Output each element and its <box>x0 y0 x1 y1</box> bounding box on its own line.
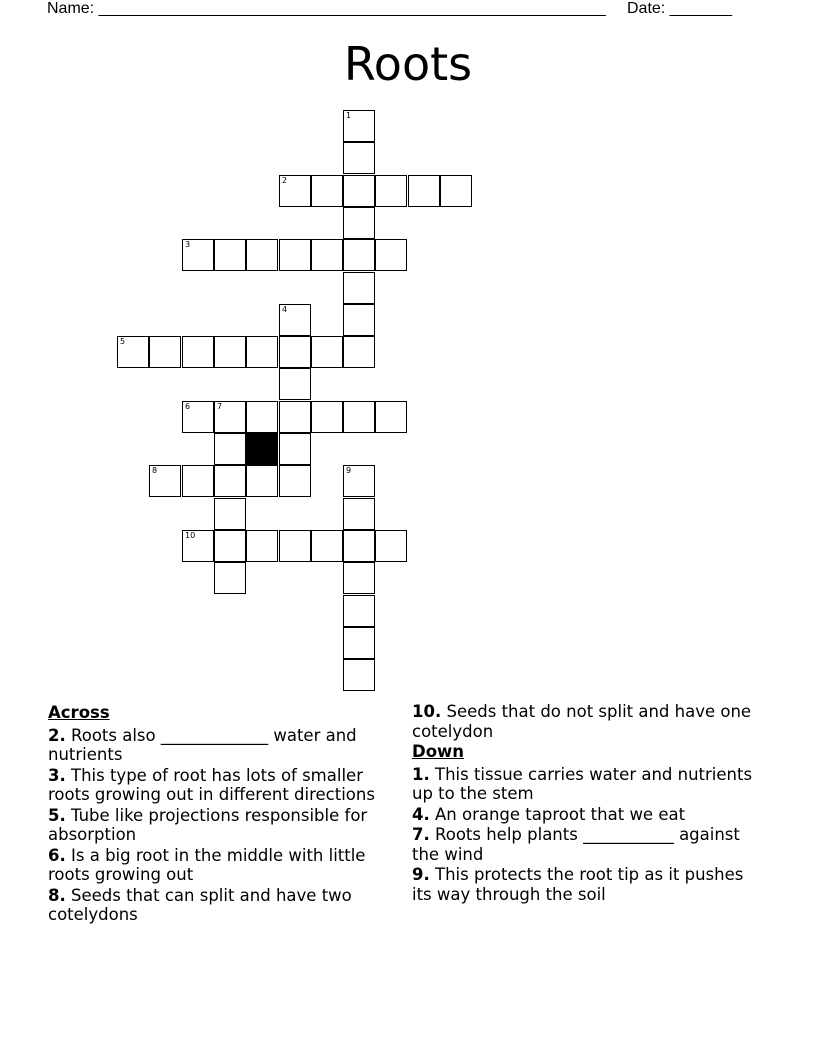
grid-cell[interactable] <box>214 433 246 465</box>
clue-text: Is a big root in the middle with little roots growing out <box>48 845 366 884</box>
clues-left-column <box>48 702 393 926</box>
grid-cell[interactable] <box>214 336 246 368</box>
down-clue <box>412 805 757 825</box>
clue-number-label: 3 <box>185 240 191 249</box>
across-clue <box>48 886 393 925</box>
grid-cell[interactable] <box>343 595 375 627</box>
grid-cell[interactable] <box>375 239 407 271</box>
grid-cell[interactable] <box>311 336 343 368</box>
clue-number: 2. <box>48 725 66 745</box>
clue-number: 9. <box>412 865 430 884</box>
grid-cell[interactable] <box>343 465 375 497</box>
grid-cell[interactable] <box>246 465 278 497</box>
grid-cell[interactable] <box>246 401 278 433</box>
clue-number: 3. <box>48 765 66 785</box>
across-clue <box>48 726 393 765</box>
clue-text: Tube like projections responsible for absorption <box>48 805 368 844</box>
grid-cell[interactable] <box>182 336 214 368</box>
clue-number-label: 1 <box>346 111 352 120</box>
clue-number: 5. <box>48 805 66 825</box>
grid-cell[interactable] <box>375 401 407 433</box>
grid-cell[interactable] <box>279 433 311 465</box>
grid-cell[interactable] <box>214 530 246 562</box>
clue-number: 10. <box>412 702 442 721</box>
clue-number-label: 6 <box>185 402 191 411</box>
clue-text: Seeds that can split and have two cotelydons <box>48 885 352 924</box>
grid-cell[interactable] <box>246 239 278 271</box>
down-heading: Down <box>412 742 465 761</box>
grid-cell[interactable] <box>311 530 343 562</box>
grid-cell[interactable] <box>279 530 311 562</box>
grid-cell[interactable] <box>440 175 472 207</box>
clue-text: This tissue carries water and nutrients up to the stem <box>412 764 753 803</box>
clue-number: 1. <box>412 764 430 784</box>
grid-cell[interactable] <box>375 530 407 562</box>
grid-cell[interactable] <box>279 304 311 336</box>
clue-number-label: 2 <box>282 176 288 185</box>
grid-cell[interactable] <box>343 562 375 594</box>
grid-cell[interactable] <box>246 530 278 562</box>
clue-number: 8. <box>48 885 66 905</box>
grid-cell[interactable] <box>343 530 375 562</box>
clue-number-label: 10 <box>185 531 196 540</box>
grid-cell[interactable] <box>214 239 246 271</box>
grid-cell[interactable] <box>343 659 375 691</box>
clue-text: Seeds that do not split and have one cotelydon <box>412 702 752 741</box>
grid-cell[interactable] <box>182 401 214 433</box>
clue-number-label: 9 <box>346 466 352 475</box>
grid-cell[interactable] <box>279 239 311 271</box>
clue-text: Roots help plants ___________ against the wind <box>412 825 740 864</box>
date-field[interactable]: Date: _______ <box>627 0 732 17</box>
clue-number-label: 8 <box>152 466 158 475</box>
name-field[interactable]: Name: _________________________________________________________ <box>47 0 606 17</box>
grid-cell[interactable] <box>182 465 214 497</box>
page-title: Roots <box>343 37 473 91</box>
grid-cell[interactable] <box>214 401 246 433</box>
down-clue <box>412 765 757 804</box>
grid-cell[interactable] <box>311 175 343 207</box>
clue-text: This type of root has lots of smaller roots growing out in different directions <box>48 765 375 804</box>
grid-cell[interactable] <box>279 336 311 368</box>
clue-text: Roots also _____________ water and nutrients <box>48 725 357 764</box>
grid-cell[interactable] <box>343 304 375 336</box>
grid-cell[interactable] <box>311 401 343 433</box>
down-clue <box>412 825 757 864</box>
across-clue <box>48 806 393 845</box>
grid-cell[interactable] <box>343 110 375 142</box>
grid-cell[interactable] <box>214 562 246 594</box>
grid-cell[interactable] <box>311 239 343 271</box>
grid-cell[interactable] <box>182 530 214 562</box>
grid-cell[interactable] <box>343 239 375 271</box>
grid-cell[interactable] <box>279 368 311 400</box>
clues-right-column <box>412 702 757 905</box>
grid-cell[interactable] <box>149 465 181 497</box>
black-square <box>246 433 278 465</box>
across-clue <box>48 766 393 805</box>
grid-cell[interactable] <box>279 175 311 207</box>
grid-cell[interactable] <box>214 498 246 530</box>
grid-cell[interactable] <box>279 401 311 433</box>
grid-cell[interactable] <box>408 175 440 207</box>
grid-cell[interactable] <box>117 336 149 368</box>
grid-cell[interactable] <box>182 239 214 271</box>
grid-cell[interactable] <box>375 175 407 207</box>
down-clue <box>412 865 757 904</box>
across-heading: Across <box>48 703 110 722</box>
clue-number: 4. <box>412 804 430 824</box>
clue-number: 6. <box>48 845 66 865</box>
across-clue <box>48 846 393 885</box>
across-clue <box>412 702 757 741</box>
grid-cell[interactable] <box>343 401 375 433</box>
clue-number-label: 4 <box>282 305 288 314</box>
grid-cell[interactable] <box>343 498 375 530</box>
grid-cell[interactable] <box>343 207 375 239</box>
grid-cell[interactable] <box>279 465 311 497</box>
grid-cell[interactable] <box>343 175 375 207</box>
grid-cell[interactable] <box>149 336 181 368</box>
grid-cell[interactable] <box>343 272 375 304</box>
grid-cell[interactable] <box>343 627 375 659</box>
clue-number: 7. <box>412 825 430 844</box>
clue-text: This protects the root tip as it pushes its way through the soil <box>412 865 744 904</box>
clue-number-label: 5 <box>120 337 126 346</box>
grid-cell[interactable] <box>214 465 246 497</box>
grid-cell[interactable] <box>343 142 375 174</box>
clue-text: An orange taproot that we eat <box>435 804 686 824</box>
grid-cell[interactable] <box>343 336 375 368</box>
clue-number-label: 7 <box>217 402 223 411</box>
grid-cell[interactable] <box>246 336 278 368</box>
